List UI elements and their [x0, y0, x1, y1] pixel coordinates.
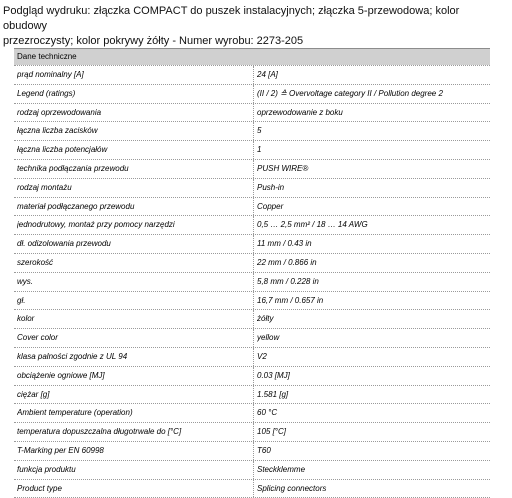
row-label: prąd nominalny [A]	[17, 70, 84, 79]
column-divider	[253, 329, 254, 347]
row-value: Steckklemme	[257, 464, 306, 474]
column-divider	[253, 160, 254, 178]
table-row	[14, 179, 490, 198]
row-label: obciążenie ogniowe [MJ]	[17, 370, 105, 380]
row-label: rodzaj oprzewodowania	[17, 107, 102, 117]
table-row	[14, 310, 490, 329]
table-row	[14, 104, 490, 123]
row-value: Splicing connectors	[257, 483, 327, 493]
row-label: szerokość	[17, 257, 54, 267]
column-divider	[253, 216, 254, 234]
table-row	[14, 273, 490, 292]
column-divider	[253, 141, 254, 159]
column-divider	[253, 442, 254, 460]
row-label: funkcja produktu	[17, 464, 76, 474]
table-row	[14, 122, 490, 141]
row-value: 105 [°C]	[257, 427, 286, 437]
column-divider	[253, 198, 254, 216]
row-value: 16,7 mm / 0.657 in	[257, 295, 324, 305]
header-line-2: przezroczysty; kolor pokrywy żółty - Numer wyrobu: 2273-205	[3, 35, 304, 47]
table-row	[14, 292, 490, 311]
table-row	[14, 141, 490, 160]
row-value: 5,8 mm / 0.228 in	[257, 276, 319, 286]
row-label: łączna liczba zacisków	[17, 126, 98, 136]
column-divider	[253, 66, 254, 84]
table-row	[14, 386, 490, 405]
row-value: 1.581 [g]	[257, 389, 289, 399]
row-value: oprzewodowanie z boku	[257, 107, 343, 117]
table-row	[14, 423, 490, 442]
row-value: 22 mm / 0.866 in	[257, 257, 317, 267]
table-row	[14, 461, 490, 480]
row-value: 1	[257, 145, 262, 155]
row-label: klasa palności zgodnie z UL 94	[17, 351, 128, 361]
row-value: (II / 2) ≙ Overvoltage category II / Pollution degree 2	[257, 88, 443, 98]
row-value: V2	[257, 351, 267, 361]
row-value: Push-in	[257, 182, 285, 192]
column-divider	[253, 104, 254, 122]
column-divider	[253, 310, 254, 328]
table-row	[14, 367, 490, 386]
column-divider	[253, 348, 254, 366]
column-divider	[253, 85, 254, 103]
row-value: 11 mm / 0.43 in	[257, 239, 312, 249]
column-divider	[253, 386, 254, 404]
table-row	[14, 235, 490, 254]
row-label: Ambient temperature (operation)	[17, 408, 133, 418]
table-row	[14, 329, 490, 348]
technical-data-table	[14, 48, 490, 498]
column-divider	[253, 254, 254, 272]
row-label: Legend (ratings)	[17, 88, 76, 98]
column-divider	[253, 179, 254, 197]
column-divider	[253, 122, 254, 140]
row-value: żółty	[257, 314, 274, 324]
row-label: Cover color	[17, 333, 58, 343]
row-label: gł.	[17, 295, 26, 305]
table-rows	[14, 65, 490, 498]
table-row	[14, 65, 490, 85]
row-label: kolor	[17, 314, 35, 324]
row-value: 0,5 … 2,5 mm² / 18 … 14 AWG	[257, 220, 368, 230]
header-line-1: Podgląd wydruku: złączka COMPACT do puszek instalacyjnych; złączka 5-przewodowa; kolor obudowy	[3, 5, 460, 32]
row-label: T-Marking per EN 60998	[17, 445, 104, 455]
column-divider	[253, 423, 254, 441]
row-label: technika podłączania przewodu	[17, 163, 129, 173]
table-row	[14, 254, 490, 273]
column-divider	[253, 367, 254, 385]
row-label: wys.	[17, 276, 33, 286]
table-row	[14, 160, 490, 179]
row-value: PUSH WIRE®	[257, 163, 309, 173]
table-row	[14, 442, 490, 461]
row-label: materiał podłączanego przewodu	[17, 201, 135, 211]
row-label: Product type	[17, 483, 62, 493]
row-label: rodzaj montażu	[17, 182, 72, 192]
row-value: T60	[257, 445, 271, 455]
table-row	[14, 480, 490, 498]
row-value: yellow	[257, 333, 280, 343]
row-value: 0.03 [MJ]	[257, 370, 290, 380]
column-divider	[253, 404, 254, 422]
section-title: Dane techniczne	[14, 48, 490, 65]
table-row	[14, 85, 490, 104]
row-label: ciężar [g]	[17, 389, 50, 399]
table-row	[14, 348, 490, 367]
column-divider	[253, 273, 254, 291]
row-label: dł. odizolowania przewodu	[17, 239, 111, 249]
column-divider	[253, 235, 254, 253]
document-header	[3, 4, 503, 49]
row-value: 60 °C	[257, 408, 278, 418]
table-row	[14, 216, 490, 235]
table-row	[14, 404, 490, 423]
row-value: 5	[257, 126, 262, 136]
row-value: 24 [A]	[257, 70, 278, 79]
column-divider	[253, 480, 254, 498]
column-divider	[253, 461, 254, 479]
row-label: łączna liczba potencjałów	[17, 145, 108, 155]
column-divider	[253, 292, 254, 310]
row-value: Copper	[257, 201, 284, 211]
row-label: temperatura dopuszczalna długotrwale do [°C]	[17, 427, 182, 437]
table-row	[14, 198, 490, 217]
row-label: jednodrutowy, montaż przy pomocy narzędzi	[17, 220, 175, 230]
